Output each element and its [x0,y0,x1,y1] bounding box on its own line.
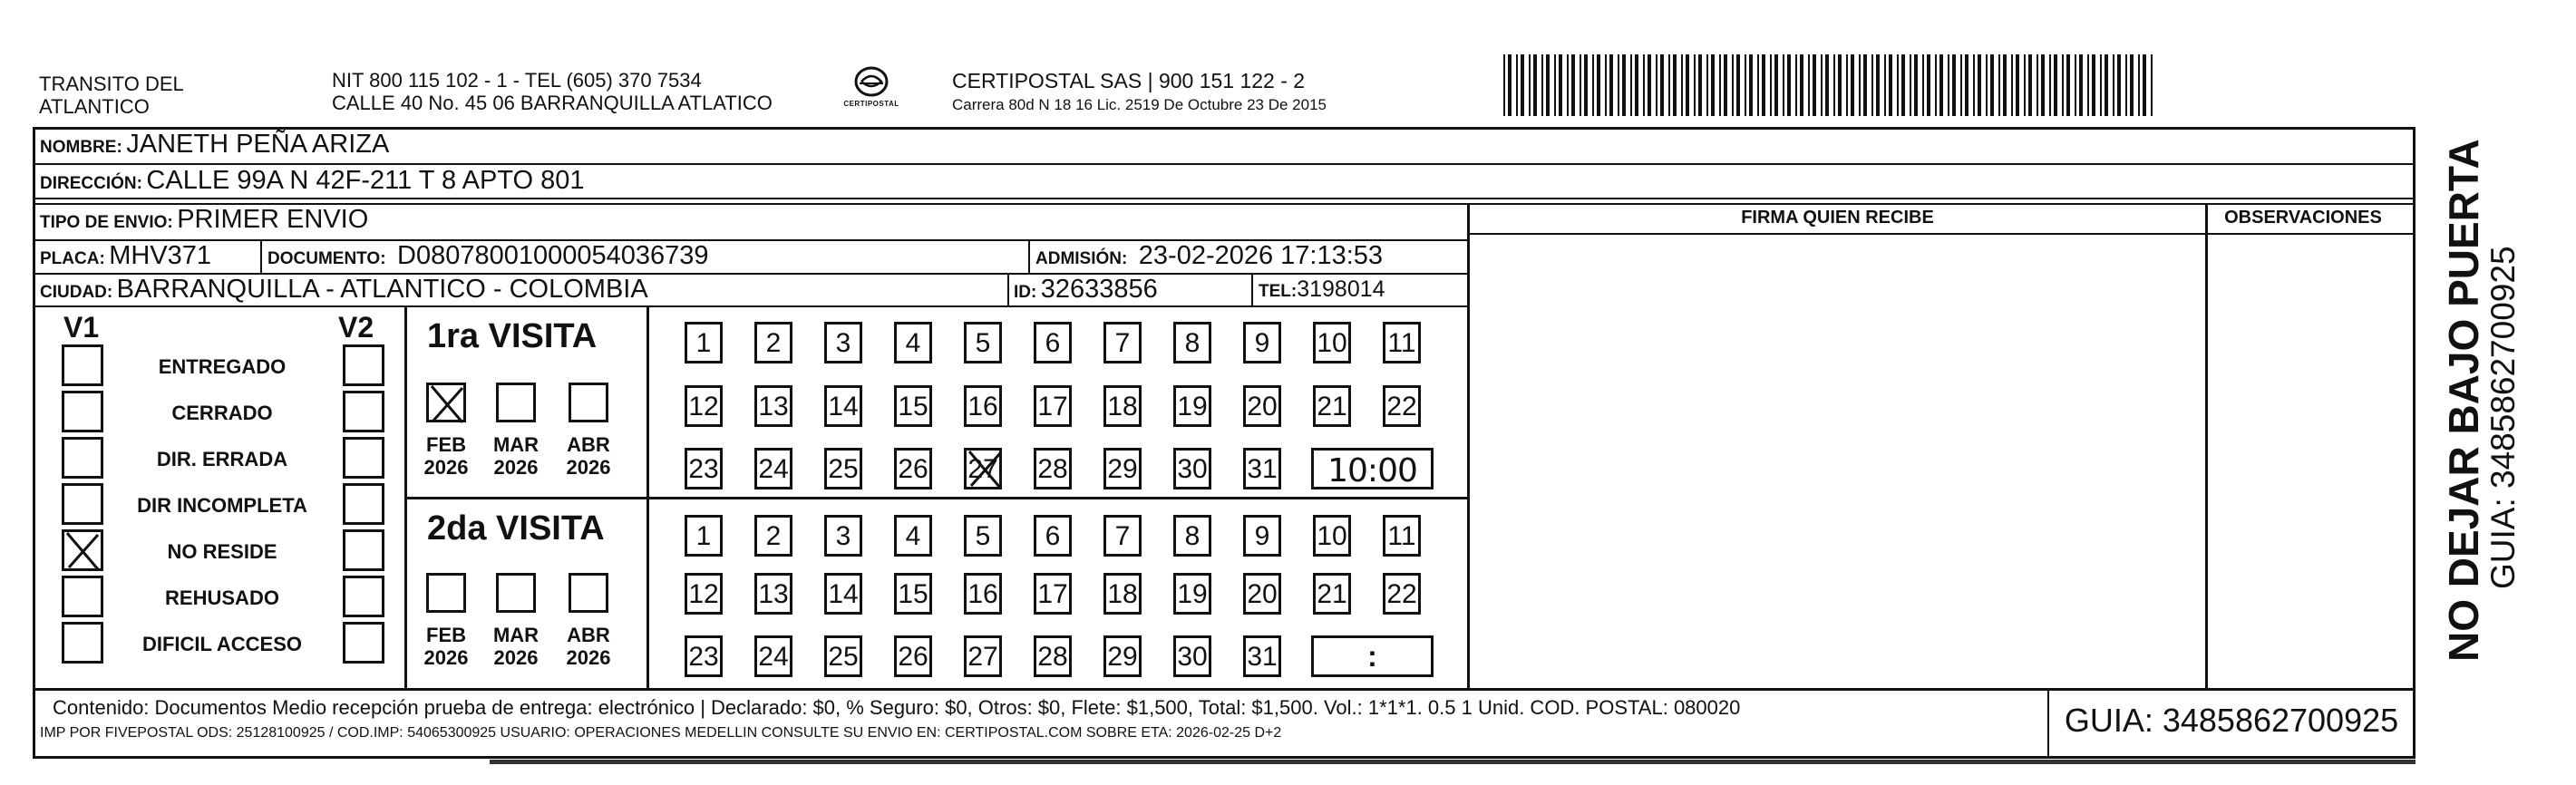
day-number: 22 [1386,392,1417,422]
day-number: 14 [828,392,859,422]
month-name: MAR [492,624,540,646]
day-number: 11 [1387,328,1416,358]
day-number: 2 [765,521,782,551]
issuer-contact [332,69,773,114]
first-day-25[interactable] [824,448,862,489]
day-number: 16 [967,392,998,422]
nombre-row [40,130,389,160]
first-day-29[interactable] [1103,448,1142,489]
second-day-6[interactable] [1034,515,1072,557]
firma-header: FIRMA QUIEN RECIBE [1741,208,1934,228]
second-day-31[interactable] [1243,635,1281,677]
v2-label: V2 [338,311,374,344]
second-day-27[interactable] [964,635,1002,677]
second-day-17[interactable] [1034,573,1072,615]
second-day-4[interactable] [894,515,932,557]
documento-cell [267,241,709,271]
first-month-label-2 [561,433,616,479]
second-month-label-1 [489,624,543,669]
v2-checkbox-6[interactable] [343,622,384,664]
status-label-4: NO RESIDE [167,540,277,563]
tel-cell [1259,276,1385,303]
v2-checkbox-0[interactable] [343,344,384,386]
first-month-box-1[interactable] [496,383,536,422]
second-day-26[interactable] [894,635,932,677]
v1-checkbox-1[interactable] [62,391,103,432]
v1-checkbox-4[interactable] [62,529,103,571]
logo-icon [840,63,903,118]
second-day-9[interactable] [1243,515,1281,557]
v2-checkbox-1[interactable] [343,391,384,432]
day-number: 6 [1045,328,1061,358]
no-dejar-bajo-puerta: NO DEJAR BAJO PUERTA [2440,139,2487,662]
second-day-11[interactable] [1383,515,1421,557]
first-day-27[interactable] [964,448,1002,489]
day-number: 26 [898,454,928,484]
observaciones-header: OBSERVACIONES [2224,208,2382,228]
ciudad-value: BARRANQUILLA - ATLANTICO - COLOMBIA [116,275,648,304]
id-label: ID: [1014,283,1037,302]
day-number: 26 [898,642,928,672]
issuer-line-2: ATLANTICO [39,95,150,118]
v2-checkbox-2[interactable] [343,437,384,479]
day-number: 13 [758,392,789,422]
first-day-24[interactable] [754,448,792,489]
placa-label: PLACA: [40,249,105,268]
day-number: 8 [1184,328,1201,358]
day-number: 29 [1107,642,1138,672]
month-year: 2026 [566,456,611,479]
first-day-28[interactable] [1034,448,1072,489]
nit-line: NIT 800 115 102 - 1 - TEL (605) 370 7534 [332,69,702,92]
day-number: 5 [975,521,991,551]
second-day-2[interactable] [754,515,792,557]
v1-checkbox-6[interactable] [62,622,103,664]
first-day-1[interactable] [685,322,723,363]
v2-checkbox-5[interactable] [343,576,384,617]
first-day-18[interactable] [1103,385,1142,427]
first-day-23[interactable] [685,448,723,489]
first-day-19[interactable] [1173,385,1211,427]
first-day-3[interactable] [824,322,862,363]
first-day-11[interactable] [1383,322,1421,363]
first-day-30[interactable] [1173,448,1211,489]
second-day-15[interactable] [894,573,932,615]
first-day-31[interactable] [1243,448,1281,489]
second-day-16[interactable] [964,573,1002,615]
direccion-label: DIRECCIÓN: [40,174,142,193]
day-number: 31 [1247,642,1278,672]
v1-checkbox-3[interactable] [62,483,103,525]
day-number: 17 [1037,579,1068,609]
day-number: 15 [898,392,928,422]
second-month-label-0 [419,624,473,669]
day-number: 9 [1254,521,1270,551]
month-name: ABR [567,433,610,456]
second-day-5[interactable] [964,515,1002,557]
first-day-15[interactable] [894,385,932,427]
first-day-14[interactable] [824,385,862,427]
status-label-2: DIR. ERRADA [156,448,288,470]
day-number: 27 [967,454,998,484]
time-box-first[interactable] [1311,448,1434,489]
day-number: 18 [1107,579,1138,609]
month-name: FEB [426,624,466,646]
day-number: 25 [828,642,859,672]
v1-label: V1 [63,311,100,344]
imp-line: IMP POR FIVEPOSTAL ODS: 25128100925 / COD.IMP: 54065300925 USUARIO: OPERACIONES MEDELLIN CONSULTE SU ENVIO EN: CERTIPOSTAL.COM SOBRE ETA: 2026-02-25 D+2 [40,725,1282,741]
month-year: 2026 [566,646,611,669]
day-number: 16 [967,579,998,609]
second-day-24[interactable] [754,635,792,677]
ciudad-label: CIUDAD: [40,283,113,302]
month-name: FEB [426,433,466,456]
tipo-value: PRIMER ENVIO [177,205,369,234]
day-number: 8 [1184,521,1201,551]
first-day-2[interactable] [754,322,792,363]
day-number: 24 [758,454,789,484]
second-day-30[interactable] [1173,635,1211,677]
tel-value: 3198014 [1297,276,1385,302]
v2-checkbox-3[interactable] [343,483,384,525]
v1-checkbox-5[interactable] [62,576,103,617]
day-number: 15 [898,579,928,609]
time-box-second[interactable] [1311,635,1434,677]
tel-label: TEL: [1259,282,1298,301]
first-day-9[interactable] [1243,322,1281,363]
admision-value: 23-02-2026 17:13:53 [1138,241,1384,270]
day-number: 4 [905,328,921,358]
day-number: 28 [1037,454,1068,484]
admision-cell [1035,241,1383,271]
nombre-label: NOMBRE: [40,138,122,157]
v2-checkbox-4[interactable] [343,529,384,571]
tipo-label: TIPO DE ENVIO: [40,213,173,232]
second-day-29[interactable] [1103,635,1142,677]
footer-guia: GUIA: 3485862700925 [2064,702,2399,739]
day-number: 23 [688,454,719,484]
courier-license: Carrera 80d N 18 16 Lic. 2519 De Octubre 23 De 2015 [952,96,1327,113]
placa-cell [40,241,211,271]
first-month-box-2[interactable] [569,383,608,422]
first-day-7[interactable] [1103,322,1142,363]
second-day-23[interactable] [685,635,723,677]
status-label-3: DIR INCOMPLETA [137,494,307,517]
month-year: 2026 [423,456,469,479]
second-day-20[interactable] [1243,573,1281,615]
day-number: 29 [1107,454,1138,484]
ciudad-cell [40,275,648,305]
address-line: CALLE 40 No. 45 06 BARRANQUILLA ATLATICO [332,92,773,114]
first-day-16[interactable] [964,385,1002,427]
day-number: 24 [758,642,789,672]
status-label-6: DIFICIL ACCESO [141,633,302,655]
second-day-8[interactable] [1173,515,1211,557]
day-number: 21 [1317,579,1347,609]
day-number: 30 [1177,454,1208,484]
second-day-25[interactable] [824,635,862,677]
x-mark-icon [964,448,1006,489]
month-year: 2026 [423,646,469,669]
second-day-12[interactable] [685,573,723,615]
first-day-5[interactable] [964,322,1002,363]
day-number: 13 [758,579,789,609]
first-visit-title: 1ra VISITA [427,317,598,355]
id-cell [1014,275,1158,305]
first-day-4[interactable] [894,322,932,363]
day-number: 3 [835,521,851,551]
documento-label: DOCUMENTO: [267,249,386,268]
nombre-value: JANETH PEÑA ARIZA [126,130,390,159]
first-day-13[interactable] [754,385,792,427]
day-number: 12 [688,579,719,609]
second-visit-title: 2da VISITA [427,509,605,548]
contenido-line: Contenido: Documentos Medio recepción prueba de entrega: electrónico | Declarado: $0, % Seguro: $0, Otros: $0, Flete: $1,500, Total: $1,500. Vol.: 1*1*1. 0.5 1 Unid. COD. POSTAL: 080020 [53,696,1741,719]
first-month-box-0[interactable] [426,383,466,422]
day-number: 25 [828,454,859,484]
month-year: 2026 [493,456,539,479]
day-number: 7 [1114,521,1131,551]
certipostal-logo [840,63,903,118]
second-month-box-0[interactable] [426,573,466,613]
side-guia: GUIA: 3485862700925 [2484,246,2522,589]
issuer-line-1: TRANSITO DEL [39,73,184,95]
day-number: 23 [688,642,719,672]
second-day-1[interactable] [685,515,723,557]
second-day-19[interactable] [1173,573,1211,615]
day-number: 4 [905,521,921,551]
day-number: 14 [828,579,859,609]
day-number: 30 [1177,642,1208,672]
v1-checkbox-2[interactable] [62,437,103,479]
day-number: 2 [765,328,782,358]
month-name: ABR [567,624,610,646]
first-day-22[interactable] [1383,385,1421,427]
first-day-12[interactable] [685,385,723,427]
time-second-value: : [1367,640,1377,673]
day-number: 12 [688,392,719,422]
barcode [1503,54,2158,116]
second-day-22[interactable] [1383,573,1421,615]
second-day-14[interactable] [824,573,862,615]
second-day-3[interactable] [824,515,862,557]
first-day-10[interactable] [1313,322,1351,363]
documento-value: D08078001000054036739 [397,241,709,270]
day-number: 7 [1114,328,1131,358]
first-month-label-1 [489,433,543,479]
first-day-6[interactable] [1034,322,1072,363]
first-day-26[interactable] [894,448,932,489]
barcode-icon [1503,54,2158,116]
day-number: 9 [1254,328,1270,358]
first-month-label-0 [419,433,473,479]
second-day-13[interactable] [754,573,792,615]
second-month-box-1[interactable] [496,573,536,613]
day-number: 10 [1317,328,1347,358]
first-day-17[interactable] [1034,385,1072,427]
second-day-28[interactable] [1034,635,1072,677]
time-first-value: 10:00 [1327,452,1417,489]
courier-line: CERTIPOSTAL SAS | 900 151 122 - 2 [952,69,1306,92]
second-day-7[interactable] [1103,515,1142,557]
tipo-row [40,205,368,235]
day-number: 19 [1177,392,1208,422]
day-number: 11 [1387,521,1416,551]
second-month-box-2[interactable] [569,573,608,613]
day-number: 3 [835,328,851,358]
day-number: 20 [1247,579,1278,609]
day-number: 1 [695,328,712,358]
status-label-1: CERRADO [171,402,273,424]
second-day-21[interactable] [1313,573,1351,615]
id-value: 32633856 [1040,275,1158,304]
direccion-value: CALLE 99A N 42F-211 T 8 APTO 801 [146,166,585,195]
second-day-18[interactable] [1103,573,1142,615]
day-number: 10 [1317,521,1347,551]
issuer-name [39,73,184,118]
x-mark-icon [62,529,103,571]
v1-checkbox-0[interactable] [62,344,103,386]
second-day-10[interactable] [1313,515,1351,557]
day-number: 5 [975,328,991,358]
day-number: 21 [1317,392,1347,422]
first-day-21[interactable] [1313,385,1351,427]
day-number: 28 [1037,642,1068,672]
month-name: MAR [492,433,540,456]
status-label-5: REHUSADO [165,586,279,609]
x-mark-icon [426,383,468,424]
placa-value: MHV371 [109,241,212,270]
direccion-row [40,166,585,196]
day-number: 6 [1045,521,1061,551]
day-number: 20 [1247,392,1278,422]
status-label-0: ENTREGADO [158,355,287,378]
day-number: 17 [1037,392,1068,422]
admision-label: ADMISIÓN: [1035,249,1128,268]
logo-text: CERTIPOSTAL [843,100,899,108]
courier-info [952,69,1327,114]
first-day-8[interactable] [1173,322,1211,363]
day-number: 22 [1386,579,1417,609]
day-number: 18 [1107,392,1138,422]
first-day-20[interactable] [1243,385,1281,427]
day-number: 1 [695,521,712,551]
day-number: 27 [967,642,998,672]
second-month-label-2 [561,624,616,669]
month-year: 2026 [493,646,539,669]
day-number: 19 [1177,579,1208,609]
day-number: 31 [1247,454,1278,484]
